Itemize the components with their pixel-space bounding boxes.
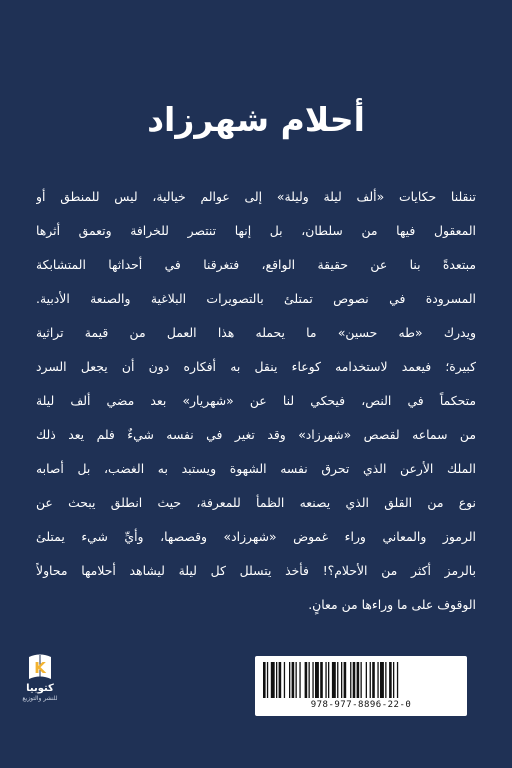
barcode-bar bbox=[332, 662, 336, 698]
barcode-bar bbox=[361, 662, 362, 698]
barcode-bar bbox=[377, 662, 378, 698]
synopsis-line: متحكماً في النص، فيحكي لنا عن «شهريار» بعد مضي ألف ليلة bbox=[36, 393, 476, 408]
barcode-bar bbox=[350, 662, 351, 698]
barcode-bar bbox=[397, 662, 398, 698]
barcode-bar bbox=[385, 662, 386, 698]
barcode-bar bbox=[337, 662, 338, 698]
synopsis-line: ويدرك «طه حسين» ما يحمله هذا العمل من قيمة تراثية bbox=[36, 325, 476, 340]
publisher-name: كتوبيا bbox=[26, 683, 54, 694]
barcode-bar bbox=[328, 662, 329, 698]
barcode-bar bbox=[305, 662, 308, 698]
synopsis-paragraph bbox=[36, 180, 476, 622]
synopsis-line: مبتعدةً بنا عن حقيقة الواقع، فتغرقنا في أحداثها المتشابكة bbox=[36, 257, 476, 272]
synopsis-line: المعقول فيها من سلطان، بل إنها تنتصر للخرافة وتعمق أثرها bbox=[36, 223, 476, 238]
barcode-bar bbox=[389, 662, 392, 698]
barcode-bar bbox=[276, 662, 277, 698]
publisher-tagline: للنشر والتوزيع bbox=[22, 695, 58, 702]
barcode-bar bbox=[284, 662, 285, 698]
synopsis-line: من سماعه لقصص «شهرزاد» وقد تغير في نفسه شيءٌ فلم يعد ذلك bbox=[36, 427, 476, 442]
barcode-bar bbox=[309, 662, 310, 698]
synopsis-line: المسرودة في نصوص تمتلئ بالتصويرات البلاغية والصنعة الأدبية. bbox=[36, 291, 476, 306]
isbn-number: 978-977-8896-22-0 bbox=[310, 700, 412, 710]
book-title: أحلام شهرزاد bbox=[147, 100, 365, 139]
barcode-bar bbox=[393, 662, 394, 698]
synopsis-line: بالرمز أكثر من الأحلام؟! فأخذ يتسلل كل ليلة ليشاهد أحلامها محاولاً bbox=[36, 563, 476, 578]
barcode-bar bbox=[279, 662, 282, 698]
barcode-bar bbox=[366, 662, 367, 698]
book-k-icon bbox=[26, 652, 54, 682]
logo-letter: K bbox=[34, 659, 46, 677]
publisher-logo bbox=[18, 652, 62, 708]
barcode-bar bbox=[299, 662, 300, 698]
synopsis-line: الوقوف على ما وراءها من معانٍ. bbox=[308, 597, 476, 612]
barcode-bar bbox=[344, 662, 347, 698]
barcode-bar bbox=[372, 662, 375, 698]
barcode-bar bbox=[289, 662, 290, 698]
barcode-bar bbox=[380, 662, 384, 698]
barcode-bar bbox=[315, 662, 319, 698]
barcode-bar bbox=[263, 662, 266, 698]
barcode-bar bbox=[271, 662, 275, 698]
barcode-bar bbox=[312, 662, 313, 698]
barcode-bar bbox=[296, 662, 297, 698]
synopsis-line: تنقلنا حكايات «ألف ليلة وليلة» إلى عوالم خيالية، ليس للمنطق أو bbox=[36, 189, 476, 204]
synopsis-line: كبيرة؛ فيعمد لاستخدامه كوعاء ينقل به أفكاره دون أن يجعل السرد bbox=[36, 359, 476, 374]
barcode-bar bbox=[353, 662, 356, 698]
isbn-barcode bbox=[255, 656, 467, 716]
barcode-bar bbox=[267, 662, 268, 698]
barcode-bar bbox=[357, 662, 360, 698]
barcode-bar bbox=[292, 662, 295, 698]
synopsis-line: الملك الأرعن الذي تحرق نفسه الشهوة ويستبد به الغضب، بل أصابه bbox=[36, 461, 476, 476]
barcode-bar bbox=[325, 662, 326, 698]
barcode-bar bbox=[341, 662, 342, 698]
synopsis-line: نوع من القلق الذي يصنعه الظمأ للمعرفة، حيث انطلق يبحث عن bbox=[36, 495, 476, 510]
barcode-bar bbox=[370, 662, 371, 698]
synopsis-line: الرموز والمعاني وراء غموض «شهرزاد» وقصصها، وأيِّ شيء يمتلئ bbox=[36, 529, 476, 544]
barcode-bar bbox=[320, 662, 323, 698]
barcode-bars bbox=[263, 662, 459, 698]
